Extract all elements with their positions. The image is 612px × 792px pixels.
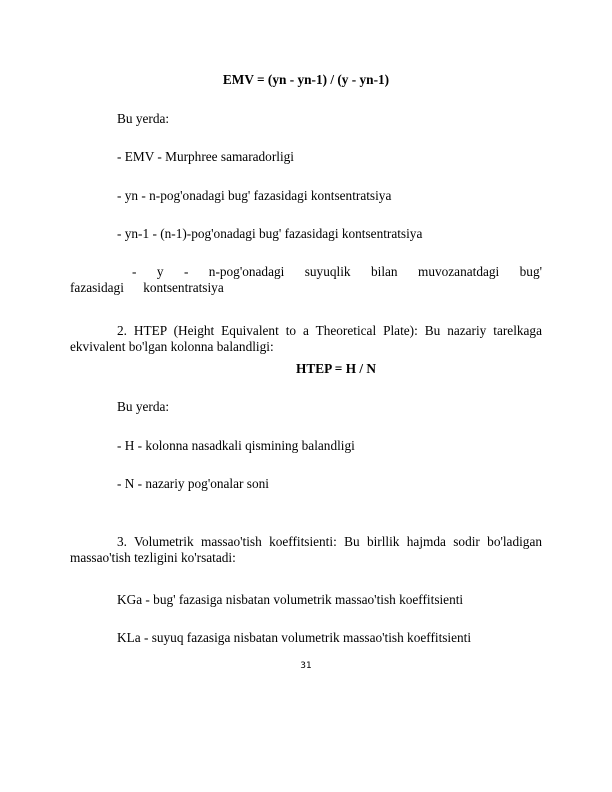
page-number: 31: [300, 661, 312, 671]
definition-kga: KGa - bug' fazasiga nisbatan volumetrik massao'tish koeffitsienti: [117, 592, 464, 607]
formula-htep: HTEP = H / N: [296, 361, 376, 376]
item-2-htep: 2. HTEP (Height Equivalent to a Theoretical Plate): Bu nazariy tarelkaga ekvivalent bo'lgan kolonna balandligi:: [70, 323, 542, 354]
definition-emv: - EMV - Murphree samaradorligi: [117, 149, 294, 164]
definition-yn: - yn - n-pog'onadagi bug' fazasidagi kontsentratsiya: [117, 188, 392, 203]
formula-emv: EMV = (yn - yn-1) / (y - yn-1): [222, 72, 390, 87]
where-label-1: Bu yerda:: [117, 111, 170, 126]
definition-h: - H - kolonna nasadkali qismining balandligi: [117, 438, 355, 453]
definition-kla: KLa - suyuq fazasiga nisbatan volumetrik massao'tish koeffitsienti: [117, 630, 472, 645]
definition-y: - y - n-pog'onadagi suyuqlik bilan muvozanatdagi bug' fazasidagi kontsentratsiya: [70, 264, 542, 295]
where-label-2: Bu yerda:: [117, 399, 170, 414]
item-3-volumetric: 3. Volumetrik massao'tish koeffitsienti: Bu birllik hajmda sodir bo'ladigan massao'tish tezligini ko'rsatadi:: [70, 534, 542, 565]
definition-yn-1: - yn-1 - (n-1)-pog'onadagi bug' fazasidagi kontsentratsiya: [117, 226, 423, 241]
definition-n: - N - nazariy pog'onalar soni: [117, 476, 269, 491]
